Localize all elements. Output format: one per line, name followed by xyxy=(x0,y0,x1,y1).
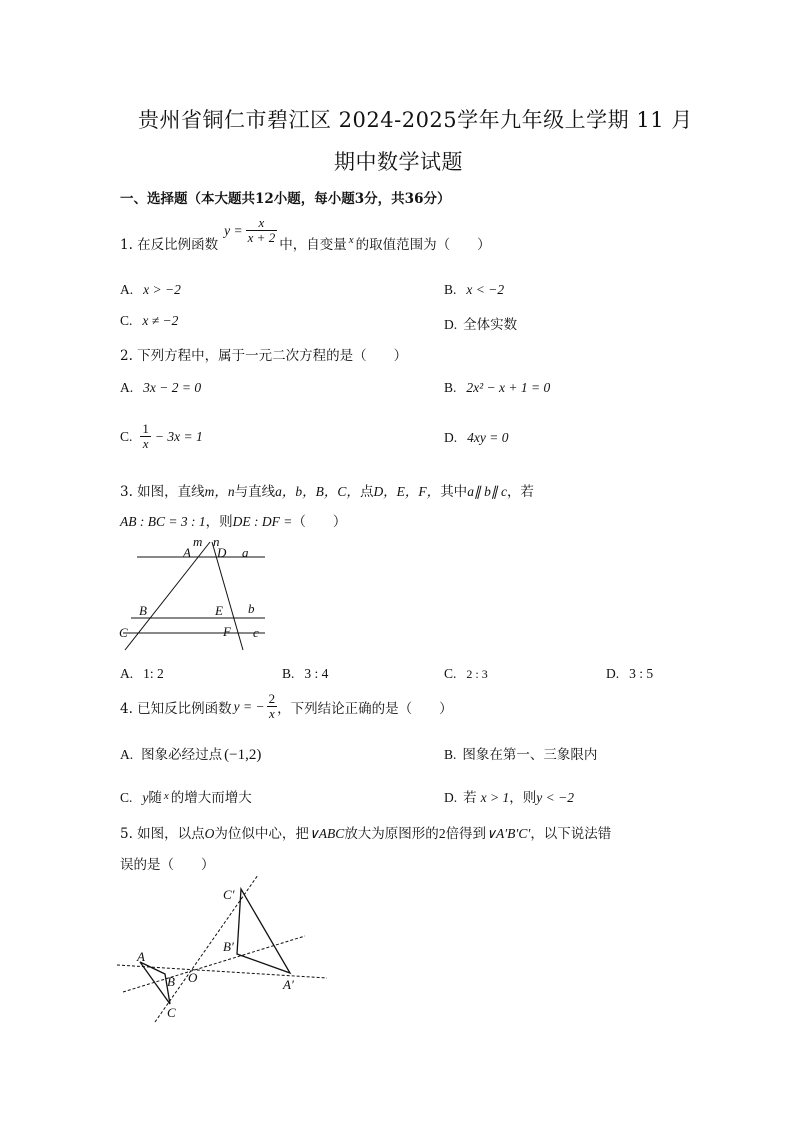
q1-option-c[interactable]: C. x ≠ −2 xyxy=(120,313,179,328)
q5-figure xyxy=(115,870,335,1025)
q1-prefix: 1. 在反比例函数 xyxy=(120,236,219,253)
triangle-a1b1c1 xyxy=(237,889,290,973)
label-E: E xyxy=(215,603,223,618)
label-C: C xyxy=(167,1005,176,1020)
question-3-line2: AB : BC = 3 : 1，则DE : DF =（ ） xyxy=(120,514,347,530)
label-B: B xyxy=(167,974,175,989)
q3-option-d[interactable]: D. 3 : 5 xyxy=(606,666,654,681)
label-B: B xyxy=(139,603,147,618)
dashed-line-a-a1 xyxy=(117,965,327,978)
q1-option-b-text: x < −2 xyxy=(466,282,505,297)
label-B-prime: B′ xyxy=(223,939,234,954)
q4-option-b[interactable]: B. 图象在第一、三象限内 xyxy=(444,747,598,763)
q1-option-d-text: 全体实数 xyxy=(463,317,518,333)
label-n: n xyxy=(213,534,220,549)
q3-option-a[interactable]: A. 1: 2 xyxy=(120,666,164,681)
page-title-line2: 期中数学试题 xyxy=(334,150,463,174)
q2-option-c[interactable]: C. $\frac{1}{x}$ − 3x = 1 xyxy=(120,421,203,451)
q3-option-c[interactable]: C. 2 : 3 xyxy=(444,666,488,681)
q4-option-a[interactable]: A. 图象必经过点 (−1,2) xyxy=(120,747,262,763)
q2-option-d-text: 4xy = 0 xyxy=(467,430,509,445)
label-O: O xyxy=(188,970,198,985)
q2-c-den: x xyxy=(142,436,149,451)
q2-option-a[interactable]: A. 3x − 2 = 0 xyxy=(120,380,202,395)
section-heading: 一、选择题（本大题共12小题，每小题3分，共36分） xyxy=(120,191,451,207)
q1-fraction xyxy=(246,216,278,245)
dashed-line-c-c1 xyxy=(155,875,258,1022)
q1-suffix: 的取值范围为（ ） xyxy=(355,236,491,253)
q1-eq-lhs: y = xyxy=(224,222,243,238)
question-2: 2. 下列方程中，属于一元二次方程的是（ ） xyxy=(120,348,408,364)
q2-c-num: 1 xyxy=(142,421,149,436)
q4-fraction: $\frac{2}{x}$ xyxy=(268,691,276,721)
q4-eq-lhs: y = − xyxy=(233,698,265,714)
label-b: b xyxy=(248,601,255,616)
question-3-line1: 3. 如图，直线m，n与直线a，b，B，C，点D，E，F，其中a∥ b∥ c，若 xyxy=(120,484,534,500)
q1-option-d[interactable]: D. 全体实数 xyxy=(444,317,518,333)
label-C: C xyxy=(119,625,128,640)
q1-option-c-text: x ≠ −2 xyxy=(142,313,179,328)
question-5-line2: 误的是（ ） xyxy=(120,857,215,873)
triangle-abc xyxy=(140,962,170,1004)
q1-option-b[interactable]: B. x < −2 xyxy=(444,282,505,297)
q1-option-a[interactable]: A. x > −2 xyxy=(120,282,181,297)
q4-option-d[interactable]: D. 若 x > 1，则y < −2 xyxy=(444,790,574,806)
q3-figure xyxy=(115,532,275,652)
question-1 xyxy=(120,215,491,257)
q1-frac-den: x + 2 xyxy=(247,230,276,245)
label-A: A xyxy=(137,949,145,964)
label-C-prime: C′ xyxy=(223,887,235,902)
q2-c-rest: − 3x = 1 xyxy=(154,428,203,444)
question-4: 4. 已知反比例函数 y = − $\frac{2}{x}$ ，下列结论正确的是（ ） xyxy=(120,691,453,721)
q1-option-a-text: x > −2 xyxy=(143,282,181,297)
q2-option-d[interactable]: D. 4xy = 0 xyxy=(444,430,509,445)
line-m xyxy=(125,542,210,650)
q1-mid: 中，自变量 xyxy=(279,236,347,253)
q2-c-fraction xyxy=(140,422,151,451)
q2-option-b[interactable]: B. 2x² − x + 1 = 0 xyxy=(444,380,551,395)
label-a: a xyxy=(242,545,249,560)
q2-option-b-text: 2x² − x + 1 = 0 xyxy=(466,380,551,395)
label-A: A xyxy=(183,545,191,560)
label-D: D xyxy=(217,545,227,560)
label-c: c xyxy=(253,625,259,640)
q3-option-b[interactable]: B. 3 : 4 xyxy=(282,666,329,681)
label-F: F xyxy=(223,624,231,639)
page-title-line1: 贵州省铜仁市碧江区 2024-2025学年九年级上学期 11 月 xyxy=(138,108,693,132)
label-A-prime: A′ xyxy=(283,977,294,992)
q2-option-a-text: 3x − 2 = 0 xyxy=(143,380,202,395)
q4-option-c[interactable]: C. y随 $^x$ 的增大而增大 xyxy=(120,790,252,806)
question-5-line1: 5. 如图，以点O为位似中心，把∨ABC放大为原图形的2倍得到∨A′B′C′，以下说法错 xyxy=(120,826,612,842)
label-m: m xyxy=(193,534,203,549)
dashed-line-b-b1 xyxy=(123,936,305,992)
q1-var: x xyxy=(348,233,354,246)
q1-frac-num: x xyxy=(246,216,278,231)
